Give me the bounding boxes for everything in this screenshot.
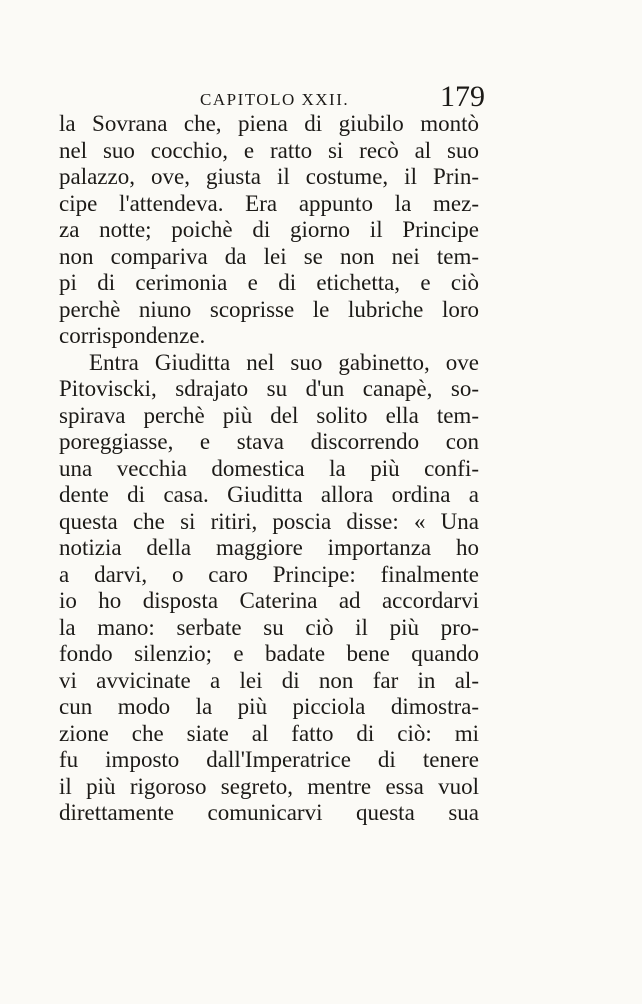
text-line: perchè niuno scoprisse le lubriche loro bbox=[59, 296, 479, 322]
text-line: Pitoviscki, sdrajato su d'un canapè, so- bbox=[59, 376, 479, 401]
text-line: il più rigoroso segreto, mentre essa vuol bbox=[59, 773, 479, 799]
text-line: corrispondenze. bbox=[59, 323, 206, 348]
text-line: Entra Giuditta nel suo gabinetto, ove bbox=[89, 349, 479, 375]
text-line: fondo silenzio; e badate bene quando bbox=[59, 641, 479, 666]
text-line: nel suo cocchio, e ratto si recò al suo bbox=[59, 137, 479, 163]
text-line: la Sovrana che, piena di giubilo montò bbox=[59, 111, 479, 136]
text-line: poreggiasse, e stava discorrendo con bbox=[59, 429, 479, 454]
text-line: cipe l'attendeva. Era appunto la mez- bbox=[59, 190, 479, 216]
text-line: vi avvicinate a lei di non far in al- bbox=[59, 667, 479, 693]
text-line: zione che siate al fatto di ciò: mi bbox=[59, 720, 479, 746]
page-number: 179 bbox=[440, 80, 485, 113]
text-line: cun modo la più picciola dimostra- bbox=[59, 694, 479, 719]
body-text bbox=[59, 111, 479, 827]
text-line: fu imposto dall'Imperatrice di tenere bbox=[59, 747, 479, 772]
text-line: pi di cerimonia e di etichetta, e ciò bbox=[59, 270, 479, 295]
text-line: a darvi, o caro Principe: finalmente bbox=[59, 561, 479, 587]
text-line: dente di casa. Giuditta allora ordina a bbox=[59, 482, 479, 507]
text-line: io ho disposta Caterina ad accordarvi bbox=[59, 588, 479, 613]
text-line: direttamente comunicarvi questa sua bbox=[59, 800, 479, 825]
chapter-title: CAPITOLO XXII. bbox=[200, 90, 350, 109]
text-line: za notte; poichè di giorno il Principe bbox=[59, 217, 479, 242]
text-line: palazzo, ove, giusta il costume, il Prin- bbox=[59, 164, 479, 189]
text-line: notizia della maggiore importanza ho bbox=[59, 535, 479, 560]
text-line: questa che si ritiri, poscia disse: « Una bbox=[59, 508, 479, 534]
text-line: la mano: serbate su ciò il più pro- bbox=[59, 614, 479, 640]
text-line: spirava perchè più del solito ella tem- bbox=[59, 402, 479, 428]
text-line: una vecchia domestica la più confi- bbox=[59, 455, 479, 481]
text-line: non compariva da lei se non nei tem- bbox=[59, 243, 479, 269]
